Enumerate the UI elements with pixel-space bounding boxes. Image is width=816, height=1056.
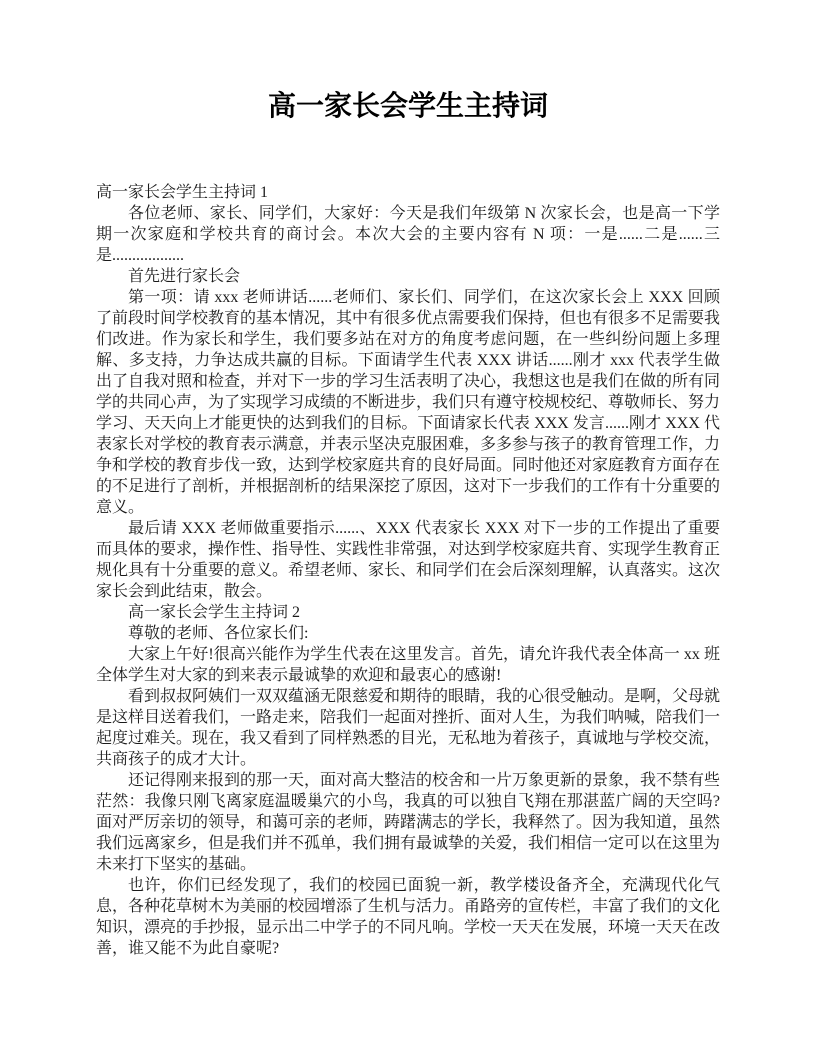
- paragraph-campus-pride: 也许，你们已经发现了，我们的校园已面貌一新，教学楼设备齐全，充满现代化气息，各种花草树木为美丽的校园增添了生机与活力。甬路旁的宣传栏，丰富了我们的文化知识，漂亮的手抄报，显示出二中学子的不同凡响。学校一天天在发展，环境一天天在改善，谁又能不为此自豪呢?: [96, 877, 721, 957]
- paragraph-greeting-2: 大家上午好!很高兴能作为学生代表在这里发言。首先，请允许我代表全体高一 xx 班全体学生对大家的到来表示最诚挚的欢迎和最衷心的感谢!: [96, 646, 720, 684]
- paragraph-first-day-memory: 还记得刚来报到的那一天，面对高大整洁的校舍和一片万象更新的景象，我不禁有些茫然：我像只刚飞离家庭温暖巢穴的小鸟，我真的可以独自飞翔在那湛蓝广阔的天空吗?面对严厉亲切的领导，和蔼可亲的老师，踌躇满志的学长，我释然了。因为我知道，虽然我们远离家乡，但是我们并不孤单，我们拥有最诚挚的关爱，我们相信一定可以在这里为未来打下坚实的基础。: [96, 772, 721, 873]
- paragraph-greeting-1: 各位老师、家长、同学们，大家好：今天是我们年级第 N 次家长会，也是高一下学期一次家庭和学校共育的商讨会。本次大会的主要内容有 N 项：一是......二是......三是..................: [96, 205, 720, 264]
- paragraph-parents-eyes: 看到叔叔阿姨们一双双蕴涵无限慈爱和期待的眼睛，我的心很受触动。是啊，父母就是这样目送着我们，一路走来，陪我们一起面对挫折、面对人生，为我们呐喊，陪我们一起度过难关。现在，我又看到了同样熟悉的目光，无私地为着孩子，真诚地与学校交流，共商孩子的成才大计。: [96, 688, 721, 768]
- document-title: 高一家长会学生主持词: [267, 91, 548, 122]
- paragraph-salutation: 尊敬的老师、各位家长们:: [128, 625, 309, 642]
- paragraph-section-1-heading: 高一家长会学生主持词 1: [96, 184, 269, 201]
- paragraph-agenda-item-1: 第一项：请 xxx 老师讲话......老师们、家长们、同学们，在这次家长会上 XXX 回顾了前段时间学校教育的基本情况，其中有很多优点需要我们保持，但也有很多不足需要我们改进。作为家长和学生，我们要多站在对方的角度考虑问题，在一些纠纷问题上多理解、多支持，力争达成共赢的目标。下面请学生代表 XXX 讲话......刚才 xxx 代表学生做出了自我对照和检查，并对下一步的学习生活表明了决心，我想这也是我们在做的所有同学的共同心声，为了实现学习成绩的不断进步，我们只有遵守校规校纪、尊敬师长、努力学习、天天向上才能更快的达到我们的目标。下面请家长代表 XXX 发言......刚才 XXX 代表家长对学校的教育表示满意，并表示坚决克服困难，多多参与孩子的教育管理工作，力争和学校的教育步伐一致，达到学校家庭共育的良好局面。同时他还对家庭教育方面存在的不足进行了剖析，并根据剖析的结果深挖了原因，这对下一步我们的工作有十分重要的意义。: [96, 289, 721, 516]
- paragraph-closing-remarks: 最后请 XXX 老师做重要指示......、XXX 代表家长 XXX 对下一步的工作提出了重要而具体的要求，操作性、指导性、实践性非常强，对达到学校家庭共育、实现学生教育正规化具有十分重要的意义。希望老师、家长、和同学们在会后深刻理解，认真落实。这次家长会到此结束，散会。: [96, 520, 721, 600]
- document-body: [96, 182, 720, 959]
- paragraph-meeting-start: 首先进行家长会: [128, 268, 241, 285]
- paragraph-section-2-heading: 高一家长会学生主持词 2: [128, 604, 301, 621]
